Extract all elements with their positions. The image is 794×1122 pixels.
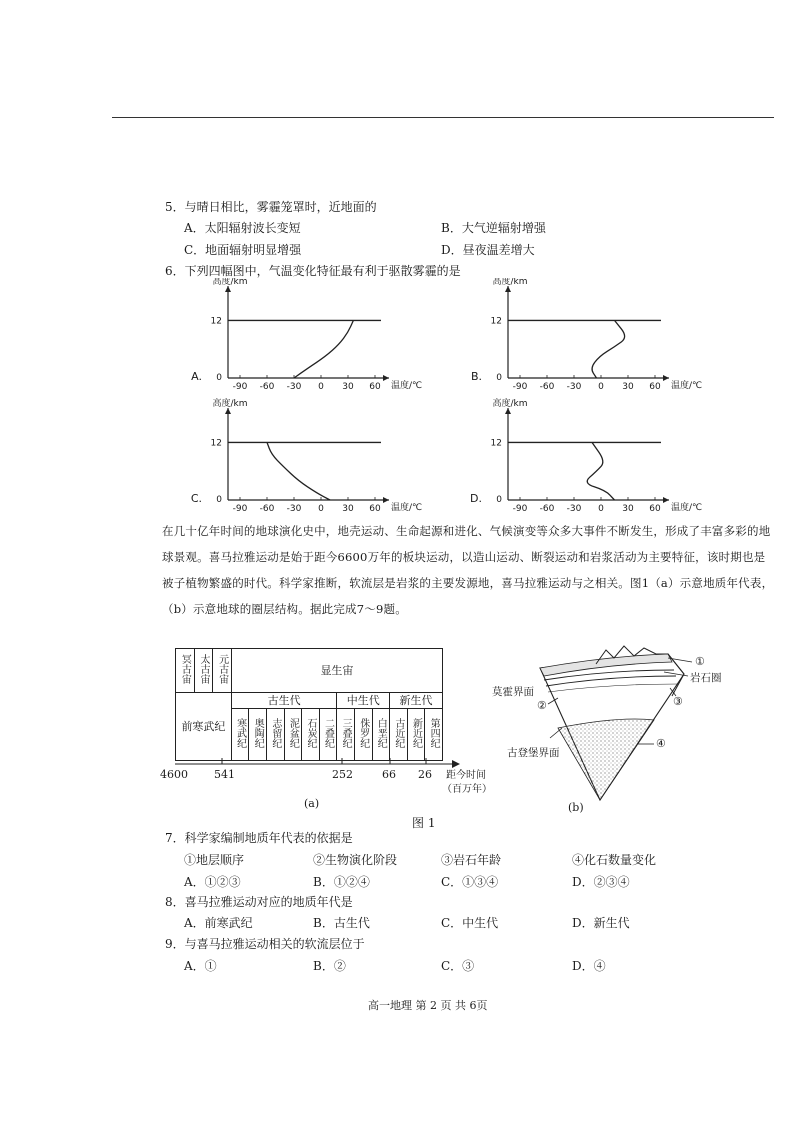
q7-option-c: C．①③④ [441,875,499,889]
q8-option-a: A．前寒武纪 [184,916,253,930]
y-tick-12-D: 12 [490,438,502,449]
q7-option-d: D．②③④ [572,875,630,889]
gutenberg-label: 古登堡界面 [507,747,560,759]
x-tick-label-B-2: -30 [566,382,582,392]
x-tick-label-C-2: -30 [286,504,302,514]
era-paleozoic: 古生代 [231,693,336,709]
q5-option-d: D．昼夜温差增大 [441,243,535,257]
time-tick-541: 541 [214,768,235,781]
x-axis-label-C: 温度/℃ [391,503,423,513]
temperature-curve-A [294,320,353,378]
x-tick-label-A-4: 30 [342,382,354,392]
period-silurian: 志留纪 [267,709,285,761]
x-tick-label-D-5: 60 [649,504,661,514]
y-tick-12-A: 12 [210,316,222,327]
period-permian: 二叠纪 [319,709,337,761]
temperature-profile-charts [150,278,710,518]
fig1b-caption: (b) [568,801,584,814]
x-tick-label-D-2: -30 [566,504,582,514]
q7-option-a: A．①②③ [184,875,241,889]
figure-1-caption: 图 1 [412,816,436,830]
time-tick-4600: 4600 [160,768,188,781]
x-tick-label-A-1: -60 [259,382,275,392]
q7-option-b: B．①②④ [313,875,370,889]
eon-hadean: 冥古宙 [176,649,195,693]
x-tick-label-C-3: 0 [318,504,324,514]
q5-option-c: C．地面辐射明显增强 [184,243,302,257]
x-axis-arrow-A [383,375,389,381]
q9-stem: 9．与喜马拉雅运动相关的软流层位于 [165,937,365,951]
x-tick-label-B-0: -90 [512,382,528,392]
geologic-time-table [175,648,443,761]
y-axis-label-C: 高度/km [212,399,248,409]
earth-layers-diagram [488,640,728,820]
period-cretaceous: 白垩纪 [372,709,390,761]
layer-label-2: ② [537,699,547,712]
q9-option-d: D．④ [572,959,606,973]
option-label-C: C. [190,492,202,505]
y-tick-0-B: 0 [496,373,502,383]
x-tick-label-A-0: -90 [232,382,248,392]
eon-archean: 太古宙 [194,649,213,693]
x-tick-label-C-4: 30 [342,504,354,514]
intro-paragraph: 在几十亿年时间的地球演化史中，地壳运动、生命起源和进化、气候演变等众多大事件不断发生，形成了丰富多彩的地球景观。喜马拉雅运动是始于距今6600万年的板块运动，以造山运动、断裂运动和岩浆活动为主要特征，该时期也是被子植物繁盛的时代。科学家推断，软流层是岩浆的主要发源地，喜马拉雅运动与之相关。图1（a）示意地质年代表，（b）示意地球的圈层结构。据此完成7～9题。 [162,524,774,616]
x-tick-label-D-3: 0 [598,504,604,514]
period-neogene: 新近纪 [407,709,425,761]
x-axis-arrow-C [383,497,389,503]
x-axis-label-B: 温度/℃ [671,381,703,391]
x-tick-label-B-3: 0 [598,382,604,392]
q7-item-2: ②生物演化阶段 [313,853,398,867]
q7-item-1: ①地层顺序 [184,853,245,867]
q8-option-d: D．新生代 [572,916,630,930]
temperature-curve-C [267,442,330,500]
layer-label-1: ① [695,655,705,668]
x-axis-label-A: 温度/℃ [391,381,423,391]
q9-option-b: B．② [313,959,346,973]
x-tick-label-B-4: 30 [622,382,634,392]
period-quaternary: 第四纪 [425,709,443,761]
x-tick-label-C-0: -90 [232,504,248,514]
period-cambrian: 寒武纪 [231,709,249,761]
q5-option-b: B．大气逆辐射增强 [441,221,546,235]
y-tick-0-D: 0 [496,495,502,505]
y-axis-label-D: 高度/km [492,399,528,409]
x-tick-label-D-1: -60 [539,504,555,514]
y-axis-label-B: 高度/km [492,278,528,287]
period-devonian: 泥盆纪 [284,709,302,761]
q6-stem: 6．下列四幅图中，气温变化特征最有利于驱散雾霾的是 [165,264,461,278]
period-ordovician: 奥陶纪 [249,709,267,761]
x-axis-label-D: 温度/℃ [671,503,703,513]
x-tick-label-C-1: -60 [259,504,275,514]
fig1a-caption: (a) [304,797,320,810]
x-axis-arrow-B [663,375,669,381]
time-tick-66: 66 [382,768,396,781]
option-label-D: D. [470,492,482,505]
q9-option-c: C．③ [441,959,475,973]
era-cenozoic: 新生代 [390,693,443,709]
eon-phanerozoic: 显生宙 [231,649,442,693]
page-footer: 高一地理 第 2 页 共 6页 [368,999,488,1012]
temperature-curve-D [587,442,614,500]
precambrian-cell: 前寒武纪 [176,693,232,761]
q7-item-4: ④化石数量变化 [572,853,657,867]
period-carboniferous: 石炭纪 [302,709,320,761]
header-rule [112,117,774,118]
x-tick-label-A-3: 0 [318,382,324,392]
y-tick-12-B: 12 [490,316,502,327]
x-tick-label-D-0: -90 [512,504,528,514]
x-tick-label-B-1: -60 [539,382,555,392]
x-tick-label-A-5: 60 [369,382,381,392]
q8-stem: 8．喜马拉雅运动对应的地质年代是 [165,895,353,909]
era-mesozoic: 中生代 [337,693,390,709]
x-tick-label-C-5: 60 [369,504,381,514]
x-axis-arrow-D [663,497,669,503]
layer-label-4: ④ [656,737,666,750]
layer-label-3: ③ [673,695,683,708]
moho-label: 莫霍界面 [492,686,534,698]
period-triassic: 三叠纪 [337,709,355,761]
period-paleogene: 古近纪 [390,709,408,761]
time-tick-252: 252 [332,768,353,781]
y-axis-label-A: 高度/km [212,278,248,287]
wedge-shape [540,646,684,800]
q5-stem: 5．与晴日相比，雾霾笼罩时，近地面的 [165,200,377,214]
x-tick-label-B-5: 60 [649,382,661,392]
lithosphere-label: 岩石圈 [690,672,722,684]
temperature-curve-B [592,320,625,378]
time-tick-26: 26 [418,768,432,781]
q9-option-a: A．① [184,959,217,973]
x-tick-label-A-2: -30 [286,382,302,392]
eon-proterozoic: 元古宙 [213,649,232,693]
option-label-A: A. [191,370,202,383]
q7-item-3: ③岩石年龄 [441,853,502,867]
time-axis-unit: （百万年） [442,784,492,795]
q8-option-c: C．中生代 [441,916,499,930]
x-tick-label-D-4: 30 [622,504,634,514]
period-jurassic: 侏罗纪 [354,709,372,761]
time-axis-label: 距今时间 [446,770,486,781]
q7-stem: 7．科学家编制地质年代表的依据是 [165,831,353,845]
y-tick-0-C: 0 [216,495,222,505]
q8-option-b: B．古生代 [313,916,370,930]
option-label-B: B. [470,370,482,383]
y-tick-0-A: 0 [216,373,222,383]
q5-option-a: A．太阳辐射波长变短 [184,221,301,235]
y-tick-12-C: 12 [210,438,222,449]
